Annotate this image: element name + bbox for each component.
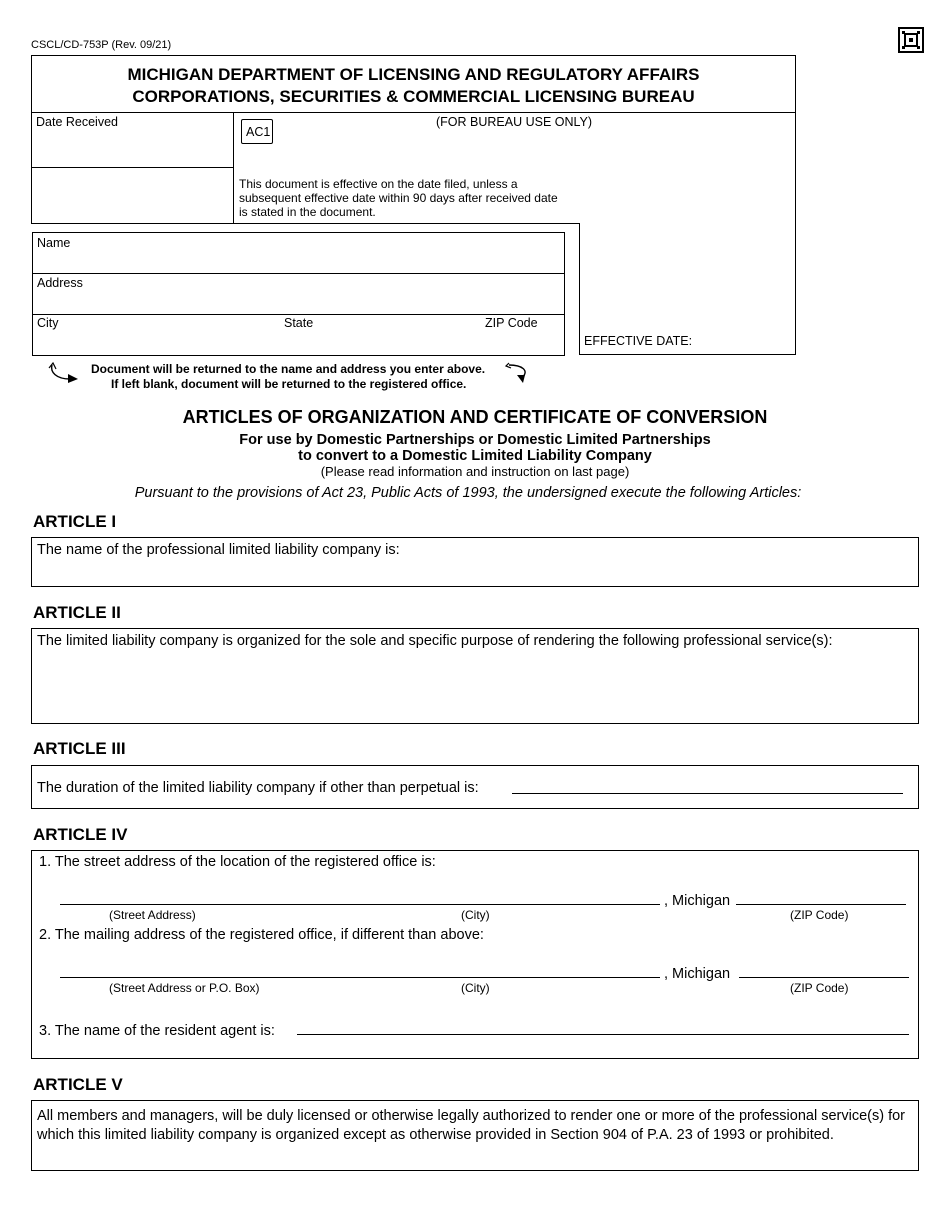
department-header xyxy=(31,55,796,113)
pursuant-statement: Pursuant to the provisions of Act 23, Public Acts of 1993, the undersigned execute the following Articles: xyxy=(134,485,802,501)
article-5-box xyxy=(31,1100,919,1171)
michigan-label-2: , Michigan xyxy=(664,966,731,982)
article-2-text: The limited liability company is organized for the sole and specific purpose of rendering the following professional service(s): xyxy=(37,633,833,649)
address-field[interactable] xyxy=(33,290,563,312)
divider-bottom xyxy=(31,223,579,224)
name-label: Name xyxy=(37,236,71,250)
return-arrow-left-icon xyxy=(48,362,80,384)
return-note-1: Document will be returned to the name and address you enter above. xyxy=(91,362,486,376)
registered-street-city-field[interactable] xyxy=(60,904,660,905)
form-title: ARTICLES OF ORGANIZATION AND CERTIFICATE OF CONVERSION xyxy=(182,407,768,427)
street-address-caption: (Street Address) xyxy=(109,908,196,922)
article-2-heading: ARTICLE II xyxy=(33,603,121,622)
article-4-item-1: 1. The street address of the location of the registered office is: xyxy=(39,854,436,870)
header-line1: MICHIGAN DEPARTMENT OF LICENSING AND REGULATORY AFFAIRS xyxy=(127,65,700,84)
mailing-zip-field[interactable] xyxy=(739,977,909,978)
michigan-label-1: , Michigan xyxy=(664,893,731,909)
ac1-label: AC1 xyxy=(246,125,271,139)
effective-bottom xyxy=(579,354,796,355)
row-divider xyxy=(33,273,564,274)
name-field[interactable] xyxy=(33,250,563,272)
divider-vertical xyxy=(233,112,234,224)
article-1-box[interactable] xyxy=(31,537,919,587)
city-label: City xyxy=(37,316,59,330)
state-label: State xyxy=(284,316,314,330)
divider-horizontal xyxy=(31,167,233,168)
border-left xyxy=(31,112,32,224)
article-4-heading: ARTICLE IV xyxy=(33,825,128,844)
form-id: CSCL/CD-753P (Rev. 09/21) xyxy=(31,39,172,51)
zip-caption-2: (ZIP Code) xyxy=(790,981,849,995)
row-divider xyxy=(33,314,564,315)
article-3-heading: ARTICLE III xyxy=(33,739,126,758)
effective-note: This document is effective on the date filed, unless a subsequent effective date within 90 days after received date is stated in the document. xyxy=(239,177,558,219)
city-caption-1: (City) xyxy=(461,908,490,922)
zip-caption-1: (ZIP Code) xyxy=(790,908,849,922)
form-subtitle-1: For use by Domestic Partnerships or Domestic Limited Partnerships xyxy=(239,432,711,448)
header-line2: CORPORATIONS, SECURITIES & COMMERCIAL LICENSING BUREAU xyxy=(132,87,695,106)
article-1-text: The name of the professional limited liability company is: xyxy=(37,542,400,558)
street-po-caption: (Street Address or P.O. Box) xyxy=(109,981,260,995)
mailing-street-city-field[interactable] xyxy=(60,977,660,978)
article-5-text: All members and managers, will be duly licensed or otherwise legally authorized to render one or more of the professional service(s) for which this limited liability company is organized except as otherwise provided in Section 904 of P.A. 23 of 1993 or prohibited. xyxy=(37,1108,905,1143)
article-1-heading: ARTICLE I xyxy=(33,512,117,531)
instruction-note: (Please read information and instruction on last page) xyxy=(320,464,630,479)
form-subtitle-2: to convert to a Domestic Limited Liability Company xyxy=(298,448,652,464)
effective-left xyxy=(579,223,580,355)
city-state-zip-field[interactable] xyxy=(33,331,563,353)
article-5-heading: ARTICLE V xyxy=(33,1075,123,1094)
barcode-icon xyxy=(898,27,924,53)
registered-zip-field[interactable] xyxy=(736,904,906,905)
bureau-use-only: (FOR BUREAU USE ONLY) xyxy=(436,115,593,129)
date-received-label: Date Received xyxy=(36,115,118,129)
article-3-box xyxy=(31,765,919,809)
return-note-2: If left blank, document will be returned to the registered office. xyxy=(111,377,467,391)
return-arrow-right-icon xyxy=(505,362,533,384)
address-label: Address xyxy=(37,276,83,290)
zip-label: ZIP Code xyxy=(485,316,538,330)
duration-field[interactable] xyxy=(512,793,903,794)
article-4-item-2: 2. The mailing address of the registered office, if different than above: xyxy=(39,927,484,943)
ac1-box xyxy=(241,119,273,144)
article-4-item-3: 3. The name of the resident agent is: xyxy=(39,1023,275,1039)
article-2-box[interactable] xyxy=(31,628,919,724)
effective-date-label: EFFECTIVE DATE: xyxy=(584,334,693,348)
city-caption-2: (City) xyxy=(461,981,490,995)
border-right xyxy=(795,112,796,355)
resident-agent-field[interactable] xyxy=(297,1034,909,1035)
article-3-text: The duration of the limited liability company if other than perpetual is: xyxy=(37,780,479,796)
